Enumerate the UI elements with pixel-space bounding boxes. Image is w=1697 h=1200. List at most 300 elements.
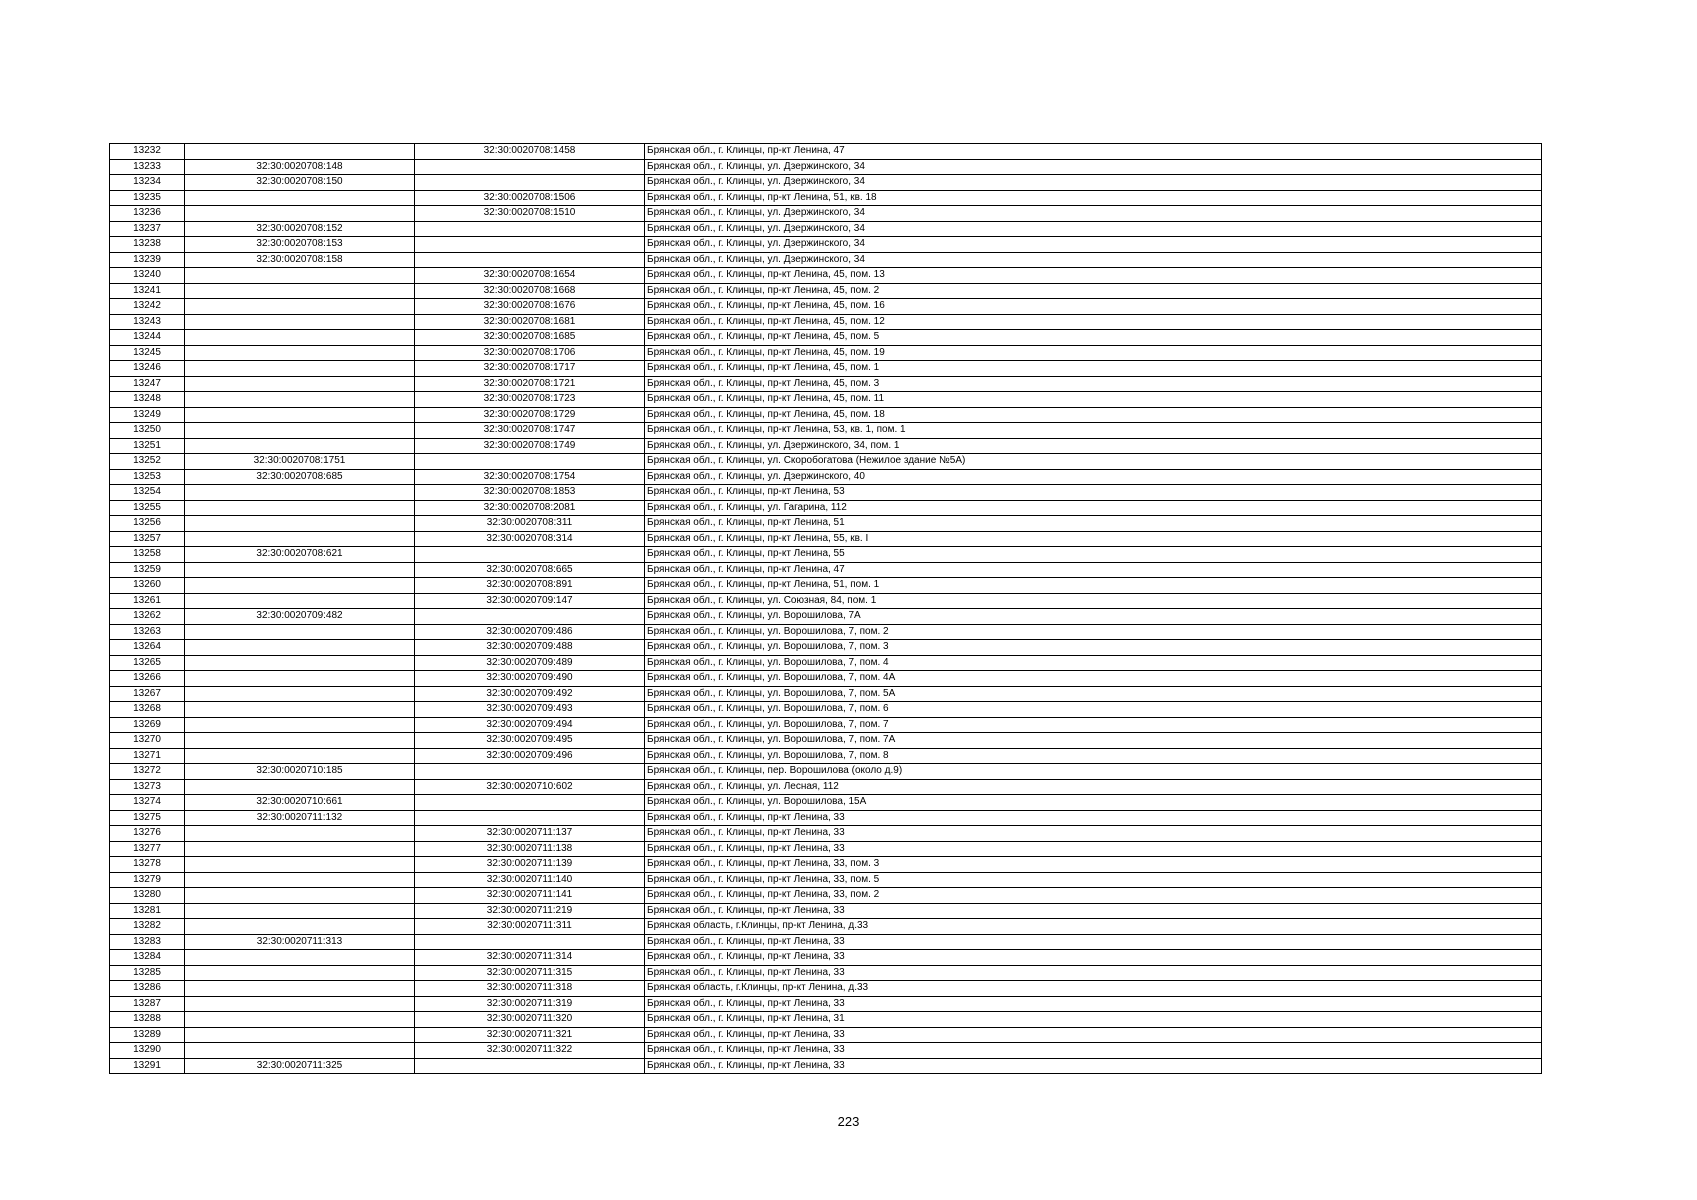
object-cadastral-number-cell: 32:30:0020709:147	[415, 593, 645, 609]
cadastral-number-cell	[185, 345, 415, 361]
cadastral-number-cell: 32:30:0020708:1751	[185, 454, 415, 470]
address-cell: Брянская обл., г. Клинцы, пр-кт Ленина, 45, пом. 13	[645, 268, 1542, 284]
address-cell: Брянская обл., г. Клинцы, пр-кт Ленина, 45, пом. 3	[645, 376, 1542, 392]
cadastral-number-cell	[185, 655, 415, 671]
row-number-cell: 13241	[110, 283, 185, 299]
object-cadastral-number-cell: 32:30:0020708:891	[415, 578, 645, 594]
object-cadastral-number-cell: 32:30:0020711:320	[415, 1012, 645, 1028]
row-number-cell: 13238	[110, 237, 185, 253]
object-cadastral-number-cell: 32:30:0020708:1853	[415, 485, 645, 501]
address-cell: Брянская обл., г. Клинцы, ул. Ворошилова, 7А	[645, 609, 1542, 625]
object-cadastral-number-cell: 32:30:0020708:1747	[415, 423, 645, 439]
object-cadastral-number-cell: 32:30:0020711:322	[415, 1043, 645, 1059]
address-cell: Брянская обл., г. Клинцы, пр-кт Ленина, 51, кв. 18	[645, 190, 1542, 206]
table-row	[110, 609, 1542, 625]
row-number-cell: 13277	[110, 841, 185, 857]
address-cell: Брянская обл., г. Клинцы, пр-кт Ленина, 45, пом. 11	[645, 392, 1542, 408]
address-cell: Брянская обл., г. Клинцы, ул. Дзержинского, 34	[645, 221, 1542, 237]
row-number-cell: 13281	[110, 903, 185, 919]
object-cadastral-number-cell	[415, 237, 645, 253]
cadastral-number-cell: 32:30:0020708:685	[185, 469, 415, 485]
table-row	[110, 996, 1542, 1012]
table-row	[110, 221, 1542, 237]
cadastral-number-cell	[185, 485, 415, 501]
cadastral-number-cell	[185, 640, 415, 656]
cadastral-number-cell	[185, 857, 415, 873]
row-number-cell: 13239	[110, 252, 185, 268]
object-cadastral-number-cell: 32:30:0020708:1681	[415, 314, 645, 330]
address-cell: Брянская обл., г. Клинцы, ул. Ворошилова, 7, пом. 7А	[645, 733, 1542, 749]
address-cell: Брянская область, г.Клинцы, пр-кт Ленина, д.33	[645, 981, 1542, 997]
row-number-cell: 13250	[110, 423, 185, 439]
cadastral-number-cell	[185, 1043, 415, 1059]
cadastral-number-cell	[185, 314, 415, 330]
address-cell: Брянская обл., г. Клинцы, ул. Дзержинского, 34	[645, 175, 1542, 191]
cadastral-number-cell: 32:30:0020708:621	[185, 547, 415, 563]
row-number-cell: 13263	[110, 624, 185, 640]
row-number-cell: 13245	[110, 345, 185, 361]
row-number-cell: 13285	[110, 965, 185, 981]
address-cell: Брянская обл., г. Клинцы, пр-кт Ленина, 45, пом. 19	[645, 345, 1542, 361]
cadastral-number-cell: 32:30:0020710:661	[185, 795, 415, 811]
address-cell: Брянская обл., г. Клинцы, ул. Ворошилова, 7, пом. 2	[645, 624, 1542, 640]
table-row	[110, 1027, 1542, 1043]
table-row	[110, 376, 1542, 392]
row-number-cell: 13253	[110, 469, 185, 485]
row-number-cell: 13278	[110, 857, 185, 873]
address-cell: Брянская обл., г. Клинцы, пр-кт Ленина, 33	[645, 1043, 1542, 1059]
table-row	[110, 888, 1542, 904]
address-cell: Брянская обл., г. Клинцы, пр-кт Ленина, 33, пом. 2	[645, 888, 1542, 904]
row-number-cell: 13261	[110, 593, 185, 609]
table-row	[110, 764, 1542, 780]
cadastral-number-cell	[185, 981, 415, 997]
cadastral-number-cell	[185, 996, 415, 1012]
row-number-cell: 13274	[110, 795, 185, 811]
object-cadastral-number-cell: 32:30:0020711:311	[415, 919, 645, 935]
object-cadastral-number-cell: 32:30:0020709:488	[415, 640, 645, 656]
row-number-cell: 13286	[110, 981, 185, 997]
object-cadastral-number-cell	[415, 810, 645, 826]
object-cadastral-number-cell: 32:30:0020708:1506	[415, 190, 645, 206]
row-number-cell: 13251	[110, 438, 185, 454]
table-row	[110, 950, 1542, 966]
address-cell: Брянская обл., г. Клинцы, ул. Дзержинского, 34	[645, 237, 1542, 253]
cadastral-number-cell	[185, 144, 415, 160]
table-row	[110, 702, 1542, 718]
table-row	[110, 593, 1542, 609]
object-cadastral-number-cell: 32:30:0020708:1754	[415, 469, 645, 485]
table-row	[110, 857, 1542, 873]
table-row	[110, 454, 1542, 470]
table-row	[110, 872, 1542, 888]
object-cadastral-number-cell	[415, 609, 645, 625]
object-cadastral-number-cell: 32:30:0020708:1458	[415, 144, 645, 160]
cadastral-number-cell	[185, 361, 415, 377]
address-cell: Брянская обл., г. Клинцы, пр-кт Ленина, 33	[645, 1058, 1542, 1074]
cadastral-number-cell: 32:30:0020710:185	[185, 764, 415, 780]
row-number-cell: 13249	[110, 407, 185, 423]
cadastral-number-cell	[185, 392, 415, 408]
cadastral-number-cell	[185, 686, 415, 702]
table-row	[110, 516, 1542, 532]
row-number-cell: 13270	[110, 733, 185, 749]
address-cell: Брянская обл., г. Клинцы, пр-кт Ленина, 33, пом. 3	[645, 857, 1542, 873]
address-cell: Брянская обл., г. Клинцы, пр-кт Ленина, 45, пом. 2	[645, 283, 1542, 299]
address-cell: Брянская обл., г. Клинцы, ул. Ворошилова, 7, пом. 4А	[645, 671, 1542, 687]
table-row	[110, 314, 1542, 330]
row-number-cell: 13276	[110, 826, 185, 842]
address-cell: Брянская обл., г. Клинцы, пр-кт Ленина, 31	[645, 1012, 1542, 1028]
table-row	[110, 407, 1542, 423]
cadastral-number-cell	[185, 888, 415, 904]
cadastral-number-cell	[185, 516, 415, 532]
cadastral-number-cell	[185, 702, 415, 718]
row-number-cell: 13283	[110, 934, 185, 950]
cadastral-number-cell	[185, 531, 415, 547]
address-cell: Брянская обл., г. Клинцы, пр-кт Ленина, 45, пом. 18	[645, 407, 1542, 423]
table-row	[110, 144, 1542, 160]
cadastral-number-cell	[185, 593, 415, 609]
address-cell: Брянская обл., г. Клинцы, ул. Дзержинского, 34	[645, 159, 1542, 175]
address-cell: Брянская обл., г. Клинцы, пр-кт Ленина, 45, пом. 1	[645, 361, 1542, 377]
object-cadastral-number-cell: 32:30:0020709:493	[415, 702, 645, 718]
object-cadastral-number-cell: 32:30:0020709:492	[415, 686, 645, 702]
row-number-cell: 13248	[110, 392, 185, 408]
cadastral-number-cell: 32:30:0020709:482	[185, 609, 415, 625]
table-row	[110, 1012, 1542, 1028]
object-cadastral-number-cell: 32:30:0020708:665	[415, 562, 645, 578]
object-cadastral-number-cell	[415, 547, 645, 563]
row-number-cell: 13264	[110, 640, 185, 656]
cadastral-number-cell	[185, 206, 415, 222]
cadastral-number-cell	[185, 965, 415, 981]
table-row	[110, 748, 1542, 764]
address-cell: Брянская обл., г. Клинцы, пр-кт Ленина, 33	[645, 965, 1542, 981]
address-cell: Брянская обл., г. Клинцы, пр-кт Ленина, 47	[645, 562, 1542, 578]
object-cadastral-number-cell: 32:30:0020708:311	[415, 516, 645, 532]
row-number-cell: 13265	[110, 655, 185, 671]
object-cadastral-number-cell: 32:30:0020708:1668	[415, 283, 645, 299]
row-number-cell: 13258	[110, 547, 185, 563]
address-cell: Брянская обл., г. Клинцы, ул. Ворошилова, 7, пом. 6	[645, 702, 1542, 718]
cadastral-number-cell	[185, 748, 415, 764]
cadastral-number-cell	[185, 872, 415, 888]
row-number-cell: 13262	[110, 609, 185, 625]
object-cadastral-number-cell	[415, 795, 645, 811]
table-row	[110, 190, 1542, 206]
row-number-cell: 13255	[110, 500, 185, 516]
table-row	[110, 469, 1542, 485]
table-row	[110, 531, 1542, 547]
address-cell: Брянская обл., г. Клинцы, ул. Дзержинского, 34	[645, 206, 1542, 222]
object-cadastral-number-cell: 32:30:0020709:494	[415, 717, 645, 733]
address-cell: Брянская обл., г. Клинцы, пр-кт Ленина, 33	[645, 903, 1542, 919]
row-number-cell: 13235	[110, 190, 185, 206]
object-cadastral-number-cell: 32:30:0020711:318	[415, 981, 645, 997]
table-row	[110, 903, 1542, 919]
row-number-cell: 13236	[110, 206, 185, 222]
object-cadastral-number-cell: 32:30:0020711:315	[415, 965, 645, 981]
row-number-cell: 13273	[110, 779, 185, 795]
address-cell: Брянская обл., г. Клинцы, ул. Ворошилова, 15А	[645, 795, 1542, 811]
cadastral-number-cell: 32:30:0020708:158	[185, 252, 415, 268]
address-cell: Брянская обл., г. Клинцы, пр-кт Ленина, 33	[645, 1027, 1542, 1043]
cadastral-number-cell	[185, 438, 415, 454]
object-cadastral-number-cell: 32:30:0020711:140	[415, 872, 645, 888]
row-number-cell: 13247	[110, 376, 185, 392]
table-row	[110, 717, 1542, 733]
table-row	[110, 330, 1542, 346]
row-number-cell: 13243	[110, 314, 185, 330]
object-cadastral-number-cell: 32:30:0020708:1721	[415, 376, 645, 392]
address-cell: Брянская обл., г. Клинцы, пр-кт Ленина, 53, кв. 1, пом. 1	[645, 423, 1542, 439]
cadastral-number-cell	[185, 624, 415, 640]
table-row	[110, 640, 1542, 656]
cadastral-number-cell	[185, 1027, 415, 1043]
row-number-cell: 13266	[110, 671, 185, 687]
address-cell: Брянская обл., г. Клинцы, ул. Дзержинского, 34, пом. 1	[645, 438, 1542, 454]
row-number-cell: 13267	[110, 686, 185, 702]
table-row	[110, 733, 1542, 749]
object-cadastral-number-cell: 32:30:0020709:486	[415, 624, 645, 640]
cadastral-number-cell: 32:30:0020708:148	[185, 159, 415, 175]
object-cadastral-number-cell: 32:30:0020709:489	[415, 655, 645, 671]
row-number-cell: 13240	[110, 268, 185, 284]
row-number-cell: 13237	[110, 221, 185, 237]
object-cadastral-number-cell	[415, 175, 645, 191]
cadastral-number-cell	[185, 919, 415, 935]
address-cell: Брянская обл., г. Клинцы, пр-кт Ленина, 33	[645, 826, 1542, 842]
table-row	[110, 826, 1542, 842]
table-row	[110, 686, 1542, 702]
address-cell: Брянская обл., г. Клинцы, ул. Ворошилова, 7, пом. 8	[645, 748, 1542, 764]
table-row	[110, 159, 1542, 175]
cadastral-number-cell	[185, 950, 415, 966]
cadastral-number-cell	[185, 423, 415, 439]
object-cadastral-number-cell: 32:30:0020711:141	[415, 888, 645, 904]
address-cell: Брянская обл., г. Клинцы, ул. Ворошилова, 7, пом. 5А	[645, 686, 1542, 702]
table-row	[110, 919, 1542, 935]
object-cadastral-number-cell	[415, 454, 645, 470]
table-row	[110, 423, 1542, 439]
address-cell: Брянская обл., г. Клинцы, пер. Ворошилова (около д.9)	[645, 764, 1542, 780]
table-row	[110, 981, 1542, 997]
cadastral-number-cell	[185, 268, 415, 284]
row-number-cell: 13257	[110, 531, 185, 547]
table-row	[110, 438, 1542, 454]
cadastral-number-cell	[185, 283, 415, 299]
object-cadastral-number-cell: 32:30:0020711:138	[415, 841, 645, 857]
table-row	[110, 934, 1542, 950]
address-cell: Брянская обл., г. Клинцы, ул. Ворошилова, 7, пом. 3	[645, 640, 1542, 656]
row-number-cell: 13269	[110, 717, 185, 733]
address-cell: Брянская область, г.Клинцы, пр-кт Ленина, д.33	[645, 919, 1542, 935]
row-number-cell: 13252	[110, 454, 185, 470]
object-cadastral-number-cell	[415, 934, 645, 950]
address-cell: Брянская обл., г. Клинцы, ул. Дзержинского, 40	[645, 469, 1542, 485]
row-number-cell: 13246	[110, 361, 185, 377]
address-cell: Брянская обл., г. Клинцы, пр-кт Ленина, 51, пом. 1	[645, 578, 1542, 594]
table-row	[110, 237, 1542, 253]
row-number-cell: 13280	[110, 888, 185, 904]
table-row	[110, 283, 1542, 299]
object-cadastral-number-cell: 32:30:0020709:495	[415, 733, 645, 749]
row-number-cell: 13268	[110, 702, 185, 718]
address-cell: Брянская обл., г. Клинцы, пр-кт Ленина, 55, кв. I	[645, 531, 1542, 547]
table-body	[110, 144, 1542, 1074]
cadastral-number-cell	[185, 826, 415, 842]
cadastral-number-cell: 32:30:0020708:153	[185, 237, 415, 253]
object-cadastral-number-cell	[415, 252, 645, 268]
cadastral-number-cell	[185, 562, 415, 578]
object-cadastral-number-cell	[415, 221, 645, 237]
object-cadastral-number-cell: 32:30:0020708:1685	[415, 330, 645, 346]
table-row	[110, 779, 1542, 795]
address-cell: Брянская обл., г. Клинцы, пр-кт Ленина, 53	[645, 485, 1542, 501]
cadastral-table	[109, 143, 1542, 1074]
row-number-cell: 13244	[110, 330, 185, 346]
address-cell: Брянская обл., г. Клинцы, ул. Союзная, 84, пом. 1	[645, 593, 1542, 609]
address-cell: Брянская обл., г. Клинцы, пр-кт Ленина, 33	[645, 810, 1542, 826]
table-row	[110, 206, 1542, 222]
cadastral-number-cell	[185, 903, 415, 919]
object-cadastral-number-cell: 32:30:0020710:602	[415, 779, 645, 795]
object-cadastral-number-cell: 32:30:0020711:139	[415, 857, 645, 873]
cadastral-number-cell: 32:30:0020708:152	[185, 221, 415, 237]
row-number-cell: 13291	[110, 1058, 185, 1074]
cadastral-number-cell	[185, 841, 415, 857]
address-cell: Брянская обл., г. Клинцы, ул. Гагарина, 112	[645, 500, 1542, 516]
address-cell: Брянская обл., г. Клинцы, пр-кт Ленина, 51	[645, 516, 1542, 532]
cadastral-number-cell	[185, 407, 415, 423]
page-number: 223	[837, 1114, 860, 1129]
row-number-cell: 13287	[110, 996, 185, 1012]
row-number-cell: 13242	[110, 299, 185, 315]
table-row	[110, 1043, 1542, 1059]
table-row	[110, 1058, 1542, 1074]
table-row	[110, 485, 1542, 501]
object-cadastral-number-cell: 32:30:0020708:1749	[415, 438, 645, 454]
row-number-cell: 13259	[110, 562, 185, 578]
table-row	[110, 252, 1542, 268]
row-number-cell: 13275	[110, 810, 185, 826]
row-number-cell: 13284	[110, 950, 185, 966]
object-cadastral-number-cell: 32:30:0020708:1510	[415, 206, 645, 222]
cadastral-number-cell	[185, 671, 415, 687]
table-row	[110, 578, 1542, 594]
row-number-cell: 13260	[110, 578, 185, 594]
row-number-cell: 13232	[110, 144, 185, 160]
table-row	[110, 624, 1542, 640]
address-cell: Брянская обл., г. Клинцы, пр-кт Ленина, 45, пом. 5	[645, 330, 1542, 346]
cadastral-number-cell: 32:30:0020711:313	[185, 934, 415, 950]
object-cadastral-number-cell: 32:30:0020708:1676	[415, 299, 645, 315]
cadastral-number-cell: 32:30:0020708:150	[185, 175, 415, 191]
table-row	[110, 361, 1542, 377]
object-cadastral-number-cell: 32:30:0020709:496	[415, 748, 645, 764]
object-cadastral-number-cell: 32:30:0020708:1723	[415, 392, 645, 408]
cadastral-number-cell	[185, 376, 415, 392]
address-cell: Брянская обл., г. Клинцы, пр-кт Ленина, 33	[645, 934, 1542, 950]
object-cadastral-number-cell: 32:30:0020709:490	[415, 671, 645, 687]
address-cell: Брянская обл., г. Клинцы, пр-кт Ленина, 33	[645, 950, 1542, 966]
cadastral-number-cell	[185, 500, 415, 516]
row-number-cell: 13256	[110, 516, 185, 532]
table-row	[110, 562, 1542, 578]
object-cadastral-number-cell	[415, 1058, 645, 1074]
address-cell: Брянская обл., г. Клинцы, пр-кт Ленина, 45, пом. 16	[645, 299, 1542, 315]
object-cadastral-number-cell: 32:30:0020708:1729	[415, 407, 645, 423]
table-row	[110, 671, 1542, 687]
table-row	[110, 655, 1542, 671]
cadastral-number-cell	[185, 1012, 415, 1028]
cadastral-number-cell	[185, 190, 415, 206]
object-cadastral-number-cell: 32:30:0020711:321	[415, 1027, 645, 1043]
cadastral-number-cell	[185, 578, 415, 594]
object-cadastral-number-cell: 32:30:0020711:137	[415, 826, 645, 842]
table-row	[110, 345, 1542, 361]
object-cadastral-number-cell	[415, 764, 645, 780]
row-number-cell: 13254	[110, 485, 185, 501]
row-number-cell: 13233	[110, 159, 185, 175]
cadastral-number-cell	[185, 330, 415, 346]
object-cadastral-number-cell: 32:30:0020708:314	[415, 531, 645, 547]
table-row	[110, 175, 1542, 191]
address-cell: Брянская обл., г. Клинцы, пр-кт Ленина, 55	[645, 547, 1542, 563]
table-row	[110, 965, 1542, 981]
address-cell: Брянская обл., г. Клинцы, пр-кт Ленина, 47	[645, 144, 1542, 160]
address-cell: Брянская обл., г. Клинцы, пр-кт Ленина, 45, пом. 12	[645, 314, 1542, 330]
row-number-cell: 13271	[110, 748, 185, 764]
address-cell: Брянская обл., г. Клинцы, ул. Скоробогатова (Нежилое здание №5А)	[645, 454, 1542, 470]
table-row	[110, 795, 1542, 811]
object-cadastral-number-cell: 32:30:0020711:219	[415, 903, 645, 919]
object-cadastral-number-cell: 32:30:0020708:1654	[415, 268, 645, 284]
row-number-cell: 13279	[110, 872, 185, 888]
address-cell: Брянская обл., г. Клинцы, ул. Ворошилова, 7, пом. 7	[645, 717, 1542, 733]
table-row	[110, 547, 1542, 563]
address-cell: Брянская обл., г. Клинцы, ул. Лесная, 112	[645, 779, 1542, 795]
object-cadastral-number-cell: 32:30:0020708:1717	[415, 361, 645, 377]
object-cadastral-number-cell: 32:30:0020708:2081	[415, 500, 645, 516]
row-number-cell: 13289	[110, 1027, 185, 1043]
row-number-cell: 13282	[110, 919, 185, 935]
cadastral-number-cell: 32:30:0020711:132	[185, 810, 415, 826]
row-number-cell: 13290	[110, 1043, 185, 1059]
table-row	[110, 810, 1542, 826]
table-row	[110, 392, 1542, 408]
object-cadastral-number-cell: 32:30:0020711:314	[415, 950, 645, 966]
row-number-cell: 13288	[110, 1012, 185, 1028]
address-cell: Брянская обл., г. Клинцы, пр-кт Ленина, 33	[645, 841, 1542, 857]
address-cell: Брянская обл., г. Клинцы, пр-кт Ленина, 33, пом. 5	[645, 872, 1542, 888]
cadastral-number-cell: 32:30:0020711:325	[185, 1058, 415, 1074]
cadastral-number-cell	[185, 733, 415, 749]
table-row	[110, 299, 1542, 315]
row-number-cell: 13234	[110, 175, 185, 191]
object-cadastral-number-cell: 32:30:0020711:319	[415, 996, 645, 1012]
address-cell: Брянская обл., г. Клинцы, ул. Ворошилова, 7, пом. 4	[645, 655, 1542, 671]
table-row	[110, 500, 1542, 516]
table-row	[110, 841, 1542, 857]
cadastral-number-cell	[185, 299, 415, 315]
row-number-cell: 13272	[110, 764, 185, 780]
cadastral-number-cell	[185, 717, 415, 733]
address-cell: Брянская обл., г. Клинцы, пр-кт Ленина, 33	[645, 996, 1542, 1012]
object-cadastral-number-cell: 32:30:0020708:1706	[415, 345, 645, 361]
address-cell: Брянская обл., г. Клинцы, ул. Дзержинского, 34	[645, 252, 1542, 268]
